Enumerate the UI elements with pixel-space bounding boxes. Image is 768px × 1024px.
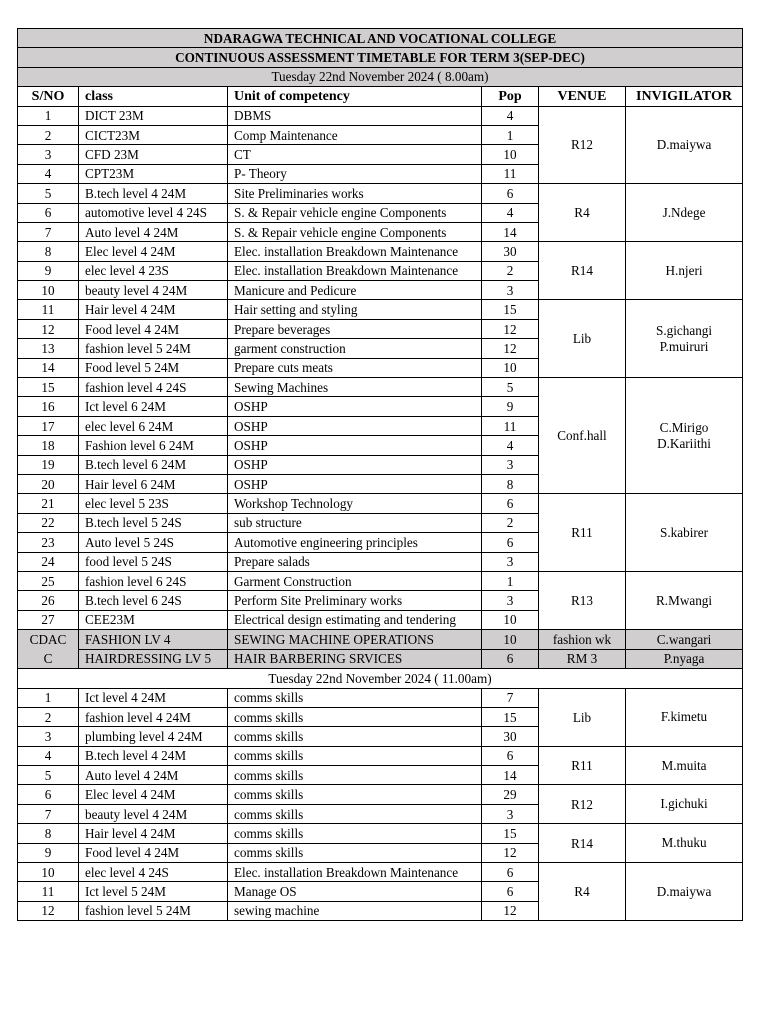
invigilator-cell: P.nyaga (626, 649, 743, 669)
class-cell: fashion level 4 24S (79, 378, 228, 397)
sno-cell: 22 (18, 513, 79, 532)
unit-cell: garment construction (228, 339, 482, 358)
sno-cell: 21 (18, 494, 79, 513)
class-cell: Hair level 6 24M (79, 474, 228, 493)
venue-cell: R14 (539, 824, 626, 863)
venue-cell: Lib (539, 300, 626, 378)
unit-cell: OSHP (228, 416, 482, 435)
class-cell: B.tech level 6 24S (79, 591, 228, 610)
pop-cell: 12 (482, 843, 539, 862)
sno-cell: 17 (18, 416, 79, 435)
class-cell: Hair level 4 24M (79, 824, 228, 843)
class-cell: CICT23M (79, 125, 228, 144)
invigilator-cell: I.gichuki (626, 785, 743, 824)
table-row (18, 494, 743, 513)
class-cell: Elec level 4 24M (79, 242, 228, 261)
session-heading: Tuesday 22nd November 2024 ( 8.00am) (18, 67, 743, 86)
pop-cell: 15 (482, 300, 539, 319)
unit-cell: sub structure (228, 513, 482, 532)
venue-cell: R11 (539, 494, 626, 572)
pop-cell: 12 (482, 901, 539, 920)
unit-cell: Elec. installation Breakdown Maintenance (228, 863, 482, 882)
unit-cell: S. & Repair vehicle engine Components (228, 203, 482, 222)
sno-cell: 4 (18, 746, 79, 765)
pop-cell: 3 (482, 804, 539, 823)
session-heading: Tuesday 22nd November 2024 ( 11.00am) (18, 669, 743, 688)
pop-cell: 14 (482, 222, 539, 241)
venue-cell: R14 (539, 242, 626, 300)
class-cell: CEE23M (79, 610, 228, 629)
pop-cell: 15 (482, 824, 539, 843)
sno-cell: 3 (18, 727, 79, 746)
venue-cell: R12 (539, 785, 626, 824)
sno-cell: 11 (18, 882, 79, 901)
unit-cell: comms skills (228, 707, 482, 726)
class-cell: B.tech level 4 24M (79, 184, 228, 203)
table-row (18, 863, 743, 882)
unit-cell: OSHP (228, 455, 482, 474)
pop-cell: 10 (482, 630, 539, 650)
class-cell: Fashion level 6 24M (79, 436, 228, 455)
sno-cell: 14 (18, 358, 79, 377)
column-header-venue: VENUE (539, 87, 626, 106)
class-cell: Food level 4 24M (79, 319, 228, 338)
invigilator-cell: M.thuku (626, 824, 743, 863)
unit-cell: CT (228, 145, 482, 164)
pop-cell: 12 (482, 339, 539, 358)
class-cell: FASHION LV 4 (79, 630, 228, 650)
unit-cell: OSHP (228, 397, 482, 416)
sno-cell: 7 (18, 222, 79, 241)
class-cell: Food level 4 24M (79, 843, 228, 862)
unit-cell: Electrical design estimating and tendering (228, 610, 482, 629)
column-header-row (18, 87, 743, 106)
unit-cell: Prepare cuts meats (228, 358, 482, 377)
sno-cell: 4 (18, 164, 79, 183)
unit-cell: comms skills (228, 746, 482, 765)
class-cell: elec level 4 24S (79, 863, 228, 882)
sno-cell: 11 (18, 300, 79, 319)
column-header-invigilator: INVIGILATOR (626, 87, 743, 106)
unit-cell: comms skills (228, 804, 482, 823)
invigilator-cell: M.muita (626, 746, 743, 785)
pop-cell: 2 (482, 513, 539, 532)
column-header-pop: Pop (482, 87, 539, 106)
pop-cell: 6 (482, 746, 539, 765)
class-cell: Hair level 4 24M (79, 300, 228, 319)
class-cell: fashion level 4 24M (79, 707, 228, 726)
sno-cell: 2 (18, 125, 79, 144)
pop-cell: 30 (482, 727, 539, 746)
class-cell: Ict level 5 24M (79, 882, 228, 901)
unit-cell: comms skills (228, 688, 482, 707)
class-cell: elec level 5 23S (79, 494, 228, 513)
unit-cell: DBMS (228, 106, 482, 125)
sno-cell: 20 (18, 474, 79, 493)
venue-cell: R4 (539, 184, 626, 242)
sno-cell: 8 (18, 824, 79, 843)
table-row (18, 688, 743, 707)
pop-cell: 5 (482, 378, 539, 397)
venue-cell: Conf.hall (539, 378, 626, 494)
sno-cell: 16 (18, 397, 79, 416)
unit-cell: Site Preliminaries works (228, 184, 482, 203)
pop-cell: 1 (482, 125, 539, 144)
invigilator-cell: S.gichangi P.muiruri (626, 300, 743, 378)
unit-cell: Prepare beverages (228, 319, 482, 338)
class-cell: Food level 5 24M (79, 358, 228, 377)
class-cell: plumbing level 4 24M (79, 727, 228, 746)
sno-cell: 9 (18, 261, 79, 280)
pop-cell: 6 (482, 649, 539, 669)
class-cell: elec level 4 23S (79, 261, 228, 280)
class-cell: Auto level 4 24M (79, 222, 228, 241)
timetable (17, 28, 743, 921)
pop-cell: 2 (482, 261, 539, 280)
timetable-title: CONTINUOUS ASSESSMENT TIMETABLE FOR TERM 3(SEP-DEC) (18, 48, 743, 67)
pop-cell: 3 (482, 455, 539, 474)
class-cell: automotive level 4 24S (79, 203, 228, 222)
unit-cell: OSHP (228, 436, 482, 455)
unit-cell: Elec. installation Breakdown Maintenance (228, 261, 482, 280)
pop-cell: 30 (482, 242, 539, 261)
pop-cell: 11 (482, 416, 539, 435)
pop-cell: 4 (482, 106, 539, 125)
pop-cell: 3 (482, 552, 539, 571)
pop-cell: 10 (482, 358, 539, 377)
pop-cell: 6 (482, 494, 539, 513)
session-heading-row (18, 67, 743, 86)
class-cell: fashion level 5 24M (79, 339, 228, 358)
unit-cell: comms skills (228, 785, 482, 804)
table-row (18, 300, 743, 319)
timetable-body (18, 29, 743, 921)
session-heading-row (18, 669, 743, 688)
sno-cell: 6 (18, 785, 79, 804)
column-header-unit: Unit of competency (228, 87, 482, 106)
sno-cell: 6 (18, 203, 79, 222)
unit-cell: Elec. installation Breakdown Maintenance (228, 242, 482, 261)
table-row (18, 746, 743, 765)
invigilator-cell: F.kimetu (626, 688, 743, 746)
pop-cell: 10 (482, 610, 539, 629)
venue-cell: fashion wk (539, 630, 626, 650)
sno-cell: 24 (18, 552, 79, 571)
venue-cell: R11 (539, 746, 626, 785)
sno-cell: 10 (18, 863, 79, 882)
class-cell: HAIRDRESSING LV 5 (79, 649, 228, 669)
cdacc-row (18, 649, 743, 669)
class-cell: beauty level 4 24M (79, 804, 228, 823)
class-cell: B.tech level 6 24M (79, 455, 228, 474)
table-row (18, 824, 743, 843)
unit-cell: sewing machine (228, 901, 482, 920)
unit-cell: HAIR BARBERING SRVICES (228, 649, 482, 669)
invigilator-cell: D.maiywa (626, 863, 743, 921)
venue-cell: R12 (539, 106, 626, 184)
sno-cell: 26 (18, 591, 79, 610)
class-cell: B.tech level 5 24S (79, 513, 228, 532)
sno-cell: 12 (18, 319, 79, 338)
pop-cell: 8 (482, 474, 539, 493)
class-cell: food level 5 24S (79, 552, 228, 571)
class-cell: Ict level 4 24M (79, 688, 228, 707)
pop-cell: 10 (482, 145, 539, 164)
invigilator-cell: C.Mirigo D.Kariithi (626, 378, 743, 494)
class-cell: Ict level 6 24M (79, 397, 228, 416)
pop-cell: 7 (482, 688, 539, 707)
unit-cell: P- Theory (228, 164, 482, 183)
invigilator-cell: C.wangari (626, 630, 743, 650)
unit-cell: comms skills (228, 727, 482, 746)
pop-cell: 6 (482, 882, 539, 901)
sno-cell: 15 (18, 378, 79, 397)
venue-cell: RM 3 (539, 649, 626, 669)
unit-cell: OSHP (228, 474, 482, 493)
table-row (18, 378, 743, 397)
table-row (18, 106, 743, 125)
sno-cell: 13 (18, 339, 79, 358)
unit-cell: comms skills (228, 843, 482, 862)
class-cell: B.tech level 4 24M (79, 746, 228, 765)
venue-cell: Lib (539, 688, 626, 746)
table-row (18, 242, 743, 261)
sno-cell: 7 (18, 804, 79, 823)
sno-cell: 8 (18, 242, 79, 261)
class-cell: CFD 23M (79, 145, 228, 164)
sno-cell: 2 (18, 707, 79, 726)
unit-cell: Comp Maintenance (228, 125, 482, 144)
pop-cell: 15 (482, 707, 539, 726)
class-cell: Auto level 5 24S (79, 533, 228, 552)
pop-cell: 9 (482, 397, 539, 416)
sno-cell: 1 (18, 106, 79, 125)
pop-cell: 6 (482, 863, 539, 882)
invigilator-cell: H.njeri (626, 242, 743, 300)
sno-cell: 10 (18, 281, 79, 300)
unit-cell: Manage OS (228, 882, 482, 901)
class-cell: elec level 6 24M (79, 416, 228, 435)
invigilator-cell: D.maiywa (626, 106, 743, 184)
unit-cell: comms skills (228, 766, 482, 785)
sno-cell: 27 (18, 610, 79, 629)
pop-cell: 6 (482, 533, 539, 552)
class-cell: beauty level 4 24M (79, 281, 228, 300)
pop-cell: 14 (482, 766, 539, 785)
class-cell: fashion level 6 24S (79, 571, 228, 590)
sno-cell: 9 (18, 843, 79, 862)
unit-cell: Sewing Machines (228, 378, 482, 397)
college-title-row (18, 29, 743, 48)
sno-cell: 18 (18, 436, 79, 455)
unit-cell: comms skills (228, 824, 482, 843)
pop-cell: 11 (482, 164, 539, 183)
pop-cell: 29 (482, 785, 539, 804)
pop-cell: 4 (482, 436, 539, 455)
invigilator-cell: R.Mwangi (626, 571, 743, 629)
venue-cell: R13 (539, 571, 626, 629)
pop-cell: 6 (482, 184, 539, 203)
class-cell: fashion level 5 24M (79, 901, 228, 920)
pop-cell: 4 (482, 203, 539, 222)
table-row (18, 184, 743, 203)
unit-cell: Automotive engineering principles (228, 533, 482, 552)
pop-cell: 12 (482, 319, 539, 338)
sno-cell: 5 (18, 766, 79, 785)
sno-cell: 12 (18, 901, 79, 920)
unit-cell: Prepare salads (228, 552, 482, 571)
sno-cell: 5 (18, 184, 79, 203)
column-header-class: class (79, 87, 228, 106)
pop-cell: 1 (482, 571, 539, 590)
class-cell: Auto level 4 24M (79, 766, 228, 785)
cdacc-label: CDAC C (18, 630, 79, 669)
pop-cell: 3 (482, 591, 539, 610)
class-cell: DICT 23M (79, 106, 228, 125)
table-row (18, 571, 743, 590)
timetable-title-row (18, 48, 743, 67)
column-header-sno: S/NO (18, 87, 79, 106)
class-cell: Elec level 4 24M (79, 785, 228, 804)
venue-cell: R4 (539, 863, 626, 921)
unit-cell: SEWING MACHINE OPERATIONS (228, 630, 482, 650)
sno-cell: 23 (18, 533, 79, 552)
pop-cell: 3 (482, 281, 539, 300)
unit-cell: Garment Construction (228, 571, 482, 590)
college-title: NDARAGWA TECHNICAL AND VOCATIONAL COLLEGE (18, 29, 743, 48)
unit-cell: S. & Repair vehicle engine Components (228, 222, 482, 241)
sno-cell: 3 (18, 145, 79, 164)
table-row (18, 785, 743, 804)
unit-cell: Manicure and Pedicure (228, 281, 482, 300)
invigilator-cell: J.Ndege (626, 184, 743, 242)
sno-cell: 25 (18, 571, 79, 590)
unit-cell: Hair setting and styling (228, 300, 482, 319)
invigilator-cell: S.kabirer (626, 494, 743, 572)
unit-cell: Perform Site Preliminary works (228, 591, 482, 610)
unit-cell: Workshop Technology (228, 494, 482, 513)
sno-cell: 1 (18, 688, 79, 707)
sno-cell: 19 (18, 455, 79, 474)
class-cell: CPT23M (79, 164, 228, 183)
cdacc-row (18, 630, 743, 650)
